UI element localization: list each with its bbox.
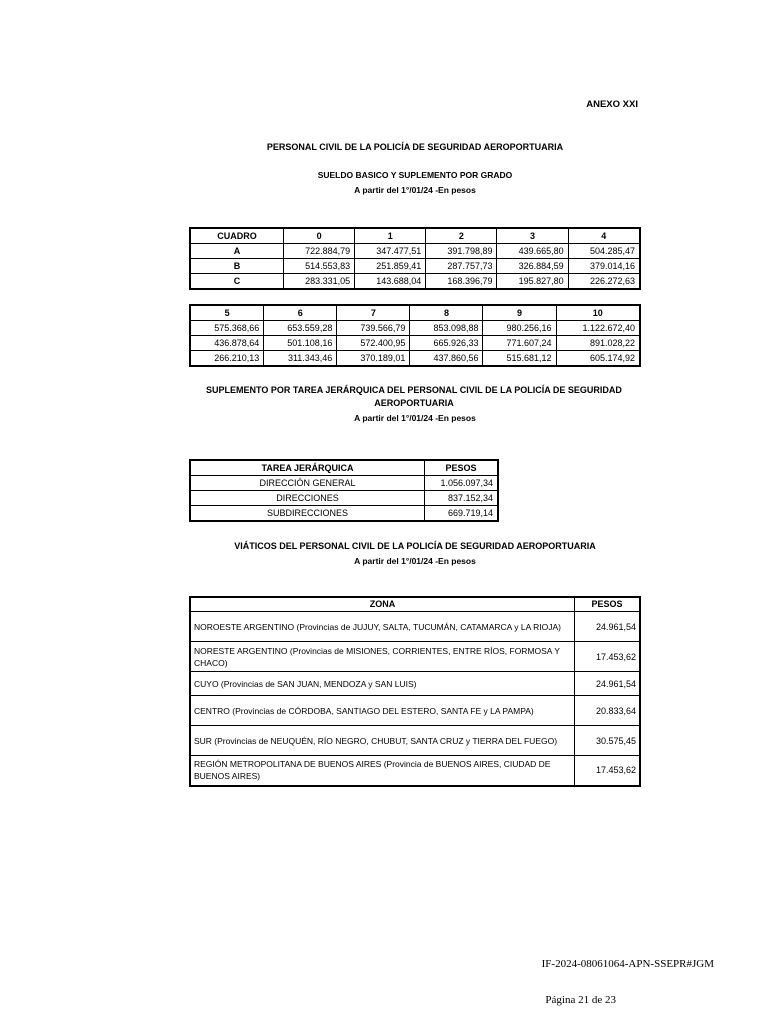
table-cell: 17.453,62 (575, 642, 641, 672)
table-cell: 980.256,16 (483, 321, 556, 336)
table-header-row (190, 460, 498, 476)
table-cell: 501.108,16 (264, 336, 337, 351)
table-cell: 17.453,62 (575, 756, 641, 786)
table-cell: 143.688,04 (355, 274, 426, 290)
table-cell: A (190, 244, 284, 259)
table-cell: CUYO (Provincias de SAN JUAN, MENDOZA y SAN LUIS) (190, 672, 575, 696)
table-cell: 504.285,47 (568, 244, 640, 259)
table-cell: SUR (Provincias de NEUQUÉN, RÍO NEGRO, CHUBUT, SANTA CRUZ y TIERRA DEL FUEGO) (190, 726, 575, 756)
table-header-row (190, 228, 640, 244)
table-cell: 30.575,45 (575, 726, 641, 756)
table-cell: 572.400,95 (337, 336, 410, 351)
table-cell: 20.833,64 (575, 696, 641, 726)
page-number: Página 21 de 23 (545, 994, 616, 1006)
table-cell: 1.122.672,40 (556, 321, 640, 336)
table-header-cell: 8 (410, 305, 483, 321)
table-row (190, 672, 640, 696)
table-cell: 391.798,89 (426, 244, 497, 259)
table-cell: 226.272,63 (568, 274, 640, 290)
table-cell: 437.860,56 (410, 351, 483, 367)
table-header-cell: PESOS (575, 597, 641, 612)
table-cell: 266.210,13 (190, 351, 264, 367)
table-cell: 24.961,54 (575, 672, 641, 696)
table-header-cell: ZONA (190, 597, 575, 612)
table-cell: 326.884,59 (497, 259, 568, 274)
table-cell: C (190, 274, 284, 290)
section3-title: VIÁTICOS DEL PERSONAL CIVIL DE LA POLICÍA DE SEGURIDAD AEROPORTUARIA (234, 541, 596, 551)
table-row (190, 336, 640, 351)
table-cell: NOROESTE ARGENTINO (Provincias de JUJUY, SALTA, TUCUMÁN, CATAMARCA y LA RIOJA) (190, 612, 575, 642)
table-row (190, 351, 640, 367)
table-row (190, 259, 640, 274)
table-header-cell: 0 (284, 228, 355, 244)
table-row (190, 476, 498, 491)
table-cell: DIRECCIONES (190, 491, 425, 506)
table-cell: 605.174,92 (556, 351, 640, 367)
table-cell: 665.926,33 (410, 336, 483, 351)
table-cell: 251.859,41 (355, 259, 426, 274)
table-cell: 837.152,34 (425, 491, 499, 506)
document-id: IF-2024-08061064-APN-SSEPR#JGM (541, 958, 714, 970)
table-cell: 515.681,12 (483, 351, 556, 367)
table-cell: 771.607,24 (483, 336, 556, 351)
table-cell: REGIÓN METROPOLITANA DE BUENOS AIRES (Provincia de BUENOS AIRES, CIUDAD DE BUENOS AIRES) (190, 756, 575, 786)
table-header-cell: 7 (337, 305, 410, 321)
annex-label: ANEXO XXI (586, 99, 638, 110)
table-cell: 379.014,16 (568, 259, 640, 274)
section2-title: SUPLEMENTO POR TAREA JERÁRQUICA DEL PERSONAL CIVIL DE LA POLICÍA DE SEGURIDAD AEROPORTUARIA (206, 385, 622, 408)
table-cell: 439.665,80 (497, 244, 568, 259)
table-header-cell: 3 (497, 228, 568, 244)
section3-subtitle: A partir del 1°/01/24 -En pesos (354, 556, 476, 566)
table-header-cell: 10 (556, 305, 640, 321)
table-cell: 1.056.097,34 (425, 476, 499, 491)
table-header-row (190, 597, 640, 612)
table-header-row (190, 305, 640, 321)
table-cell: 370.189,01 (337, 351, 410, 367)
table-header-cell: 4 (568, 228, 640, 244)
page-title: PERSONAL CIVIL DE LA POLICÍA DE SEGURIDAD AEROPORTUARIA (266, 142, 564, 152)
table-cell: DIRECCIÓN GENERAL (190, 476, 425, 491)
table-header-cell: 2 (426, 228, 497, 244)
table-row (190, 274, 640, 290)
table-cell: 722.884,79 (284, 244, 355, 259)
table-cell: B (190, 259, 284, 274)
table-cell: SUBDIRECCIONES (190, 506, 425, 522)
table-row (190, 612, 640, 642)
hierarchical-task-table (189, 459, 499, 522)
table-row (190, 321, 640, 336)
section1-title: SUELDO BASICO Y SUPLEMENTO POR GRADO (317, 170, 513, 180)
table-cell: 347.477,51 (355, 244, 426, 259)
table-header-cell: PESOS (425, 460, 499, 476)
table-cell: 669.719,14 (425, 506, 499, 522)
table-row (190, 756, 640, 786)
table-header-cell: TAREA JERÁRQUICA (190, 460, 425, 476)
table-cell: 891.028,22 (556, 336, 640, 351)
table-cell: CENTRO (Provincias de CÓRDOBA, SANTIAGO DEL ESTERO, SANTA FE y LA PAMPA) (190, 696, 575, 726)
table-header-cell: CUADRO (190, 228, 284, 244)
travel-allowance-table (189, 596, 641, 787)
table-cell: 24.961,54 (575, 612, 641, 642)
table-row (190, 506, 498, 522)
table-row (190, 726, 640, 756)
table-cell: NORESTE ARGENTINO (Provincias de MISIONES, CORRIENTES, ENTRE RÍOS, FORMOSA Y CHACO) (190, 642, 575, 672)
table-row (190, 642, 640, 672)
table-cell: 168.396,79 (426, 274, 497, 290)
salary-table-grades-0-4 (189, 227, 641, 290)
table-cell: 311.343,46 (264, 351, 337, 367)
table-cell: 653.559,28 (264, 321, 337, 336)
table-cell: 575.368,66 (190, 321, 264, 336)
table-header-cell: 1 (355, 228, 426, 244)
table-header-cell: 6 (264, 305, 337, 321)
table-row (190, 491, 498, 506)
table-cell: 287.757,73 (426, 259, 497, 274)
table-cell: 853.098,88 (410, 321, 483, 336)
table-header-cell: 9 (483, 305, 556, 321)
table-cell: 436.878,64 (190, 336, 264, 351)
table-cell: 514.553,83 (284, 259, 355, 274)
section1-subtitle: A partir del 1°/01/24 -En pesos (354, 185, 476, 195)
table-cell: 739.566,79 (337, 321, 410, 336)
salary-table-grades-5-10 (189, 304, 641, 367)
table-cell: 195.827,80 (497, 274, 568, 290)
section2-subtitle: A partir del 1°/01/24 -En pesos (354, 413, 476, 423)
table-cell: 283.331,05 (284, 274, 355, 290)
table-row (190, 696, 640, 726)
table-row (190, 244, 640, 259)
table-header-cell: 5 (190, 305, 264, 321)
